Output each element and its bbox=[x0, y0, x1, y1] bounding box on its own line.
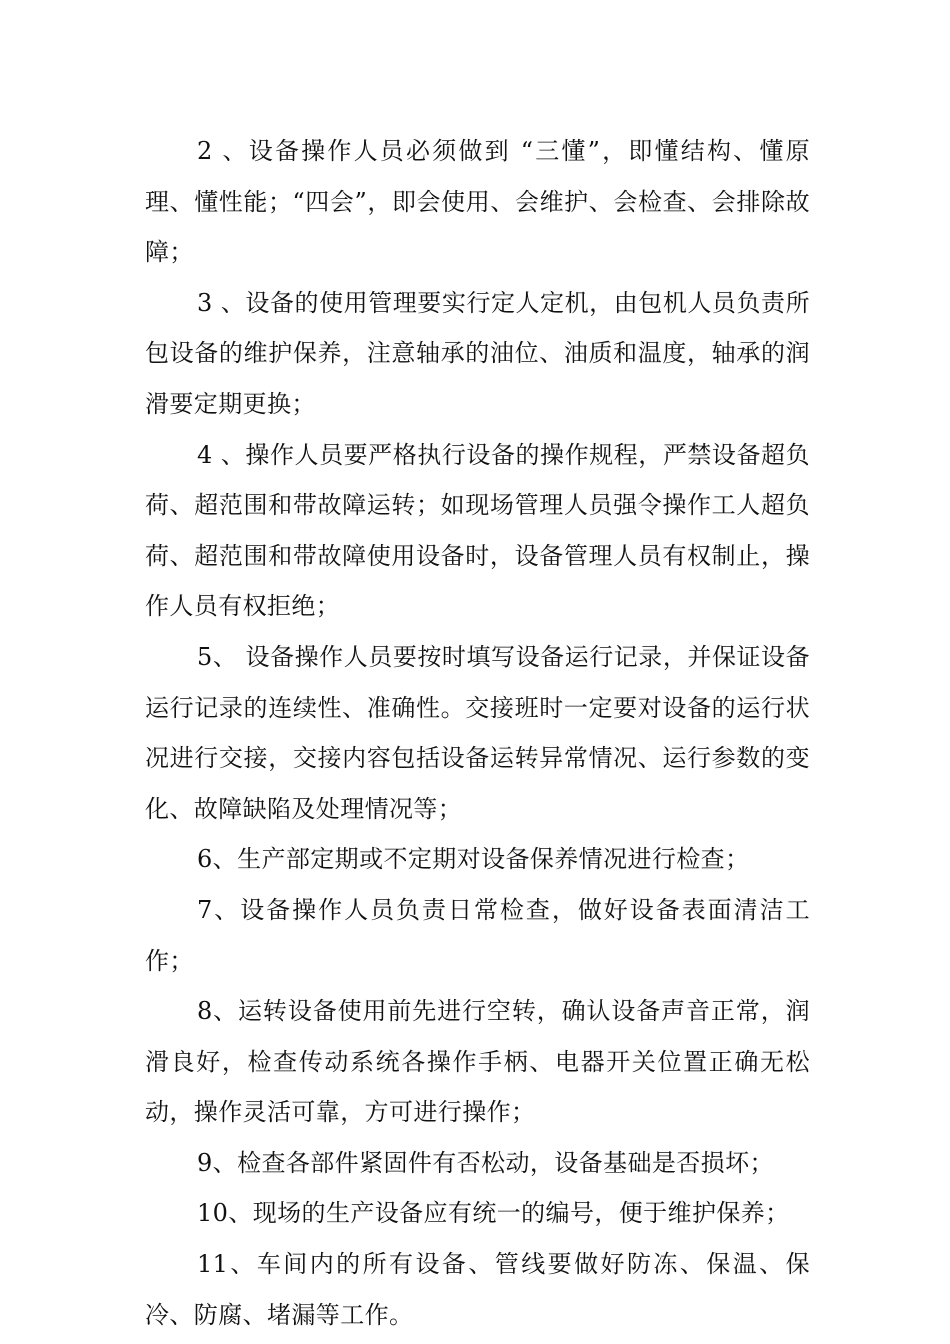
paragraph-item-3: 3 、设备的使用管理要实行定人定机，由包机人员负责所包设备的维护保养，注意轴承的油位、油质和温度，轴承的润滑要定期更换； bbox=[145, 288, 810, 418]
paragraph-item-8: 8、运转设备使用前先进行空转，确认设备声音正常，润滑良好，检查传动系统各操作手柄、电器开关位置正确无松动，操作灵活可靠，方可进行操作； bbox=[145, 997, 810, 1127]
paragraph-item-11: 11、车间内的所有设备、管线要做好防冻、保温、保冷、防腐、堵漏等工作。 bbox=[145, 1250, 810, 1329]
paragraph-item-7: 7、设备操作人员负责日常检查，做好设备表面清洁工作； bbox=[145, 895, 810, 975]
paragraph-item-10: 10、现场的生产设备应有统一的编号，便于维护保养； bbox=[197, 1199, 790, 1228]
paragraph-item-2: 2 、设备操作人员必须做到 “三懂”，即懂结构、懂原理、懂性能；“四会”，即会使用、会维护、会检查、会排除故障； bbox=[145, 137, 810, 267]
paragraph-item-5: 5、 设备操作人员要按时填写设备运行记录，并保证设备运行记录的连续性、准确性。交接班时一定要对设备的运行状况进行交接，交接内容包括设备运转异常情况、运行参数的变化、故障缺陷及处理情况等； bbox=[145, 642, 810, 823]
paragraph-item-6: 6、生产部定期或不定期对设备保养情况进行检查； bbox=[197, 845, 750, 874]
paragraph-item-9: 9、检查各部件紧固件有否松动，设备基础是否损坏； bbox=[197, 1148, 774, 1177]
paragraph-item-4: 4 、操作人员要严格执行设备的操作规程，严禁设备超负荷、超范围和带故障运转；如现场管理人员强令操作工人超负荷、超范围和带故障使用设备时，设备管理人员有权制止，操作人员有权拒绝； bbox=[145, 440, 810, 621]
document-body bbox=[145, 126, 810, 1340]
